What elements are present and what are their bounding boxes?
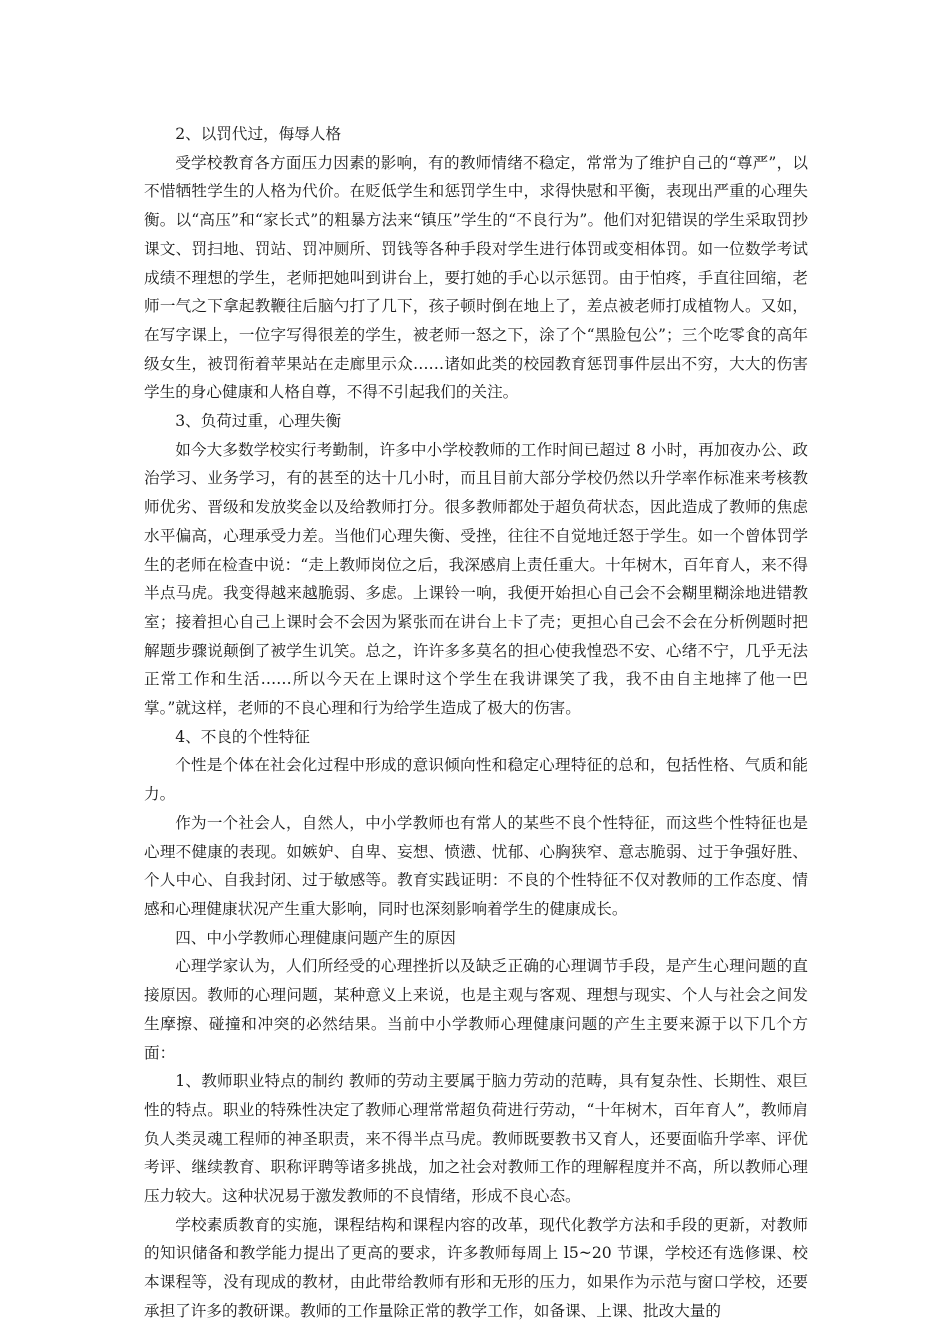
body-paragraph: 个性是个体在社会化过程中形成的意识倾向性和稳定心理特征的总和，包括性格、气质和能力。 xyxy=(144,756,808,804)
document-body xyxy=(144,120,808,1326)
body-paragraph: 如今大多数学校实行考勤制，许多中小学校教师的工作时间已超过 8 小时，再加夜办公、政治学习、业务学习，有的甚至的达十几小时，而且目前大部分学校仍然以升学率作标准来考核教师优劣、晋级和发放奖金以及给教师打分。很多教师都处于超负荷状态，因此造成了教师的焦虑水平偏高，心理承受力差。当他们心理失衡、受挫，往往不自觉地迁怒于学生。如一个曾体罚学生的老师在检查中说：“走上教师岗位之后，我深感肩上责任重大。十年树木，百年育人，来不得半点马虎。我变得越来越脆弱、多虑。上课铃一响，我便开始担心自己会不会糊里糊涂地进错教室；接着担心自己上课时会不会因为紧张而在讲台上卡了壳；更担心自己会不会在分析例题时把解题步骤说颠倒了被学生讥笑。总之，许许多多莫名的担心使我惶恐不安、心绪不宁，几乎无法正常工作和生活……所以今天在上课时这个学生在我讲课笑了我，我不由自主地摔了他一巴掌。”就这样，老师的不良心理和行为给学生造成了极大的伤害。 xyxy=(144,440,808,718)
section-heading: 四、中小学教师心理健康问题产生的原因 xyxy=(175,928,456,947)
section-heading: 3、负荷过重，心理失衡 xyxy=(175,412,342,431)
body-paragraph: 受学校教育各方面压力因素的影响，有的教师情绪不稳定，常常为了维护自己的“尊严”，以不惜牺牲学生的人格为代价。在贬低学生和惩罚学生中，求得快慰和平衡，表现出严重的心理失衡。以“高压”和“家长式”的粗暴方法来“镇压”学生的“不良行为”。他们对犯错误的学生采取罚抄课文、罚扫地、罚站、罚冲厕所、罚钱等各种手段对学生进行体罚或变相体罚。如一位数学考试成绩不理想的学生，老师把她叫到讲台上，要打她的手心以示惩罚。由于怕疼，手直往回缩，老师一气之下拿起教鞭往后脑勺打了几下，孩子顿时倒在地上了，差点被老师打成植物人。又如，在写字课上，一位字写得很差的学生，被老师一怒之下，涂了个“黑脸包公”；三个吃零食的高年级女生，被罚衔着苹果站在走廊里示众……诸如此类的校园教育惩罚事件层出不穷，大大的伤害学生的身心健康和人格自尊，不得不引起我们的关注。 xyxy=(144,153,808,402)
body-paragraph: 1、教师职业特点的制约 教师的劳动主要属于脑力劳动的范畴，具有复杂性、长期性、艰巨性的特点。职业的特殊性决定了教师心理常常超负荷进行劳动，“十年树木，百年育人”，教师肩负人类灵魂工程师的神圣职责，来不得半点马虎。教师既要教书又育人，还要面临升学率、评优考评、继续教育、职称评聘等诸多挑战，加之社会对教师工作的理解程度并不高，所以教师心理压力较大。这种状况易于激发教师的不良情绪，形成不良心态。 xyxy=(144,1072,808,1206)
body-paragraph: 心理学家认为，人们所经受的心理挫折以及缺乏正确的心理调节手段，是产生心理问题的直接原因。教师的心理问题，某种意义上来说，也是主观与客观、理想与现实、个人与社会之间发生摩擦、碰撞和冲突的必然结果。当前中小学教师心理健康问题的产生主要来源于以下几个方面： xyxy=(144,957,808,1062)
section-heading: 2、以罚代过，侮辱人格 xyxy=(175,125,342,143)
body-paragraph: 作为一个社会人，自然人，中小学教师也有常人的某些不良个性特征，而这些个性特征也是心理不健康的表现。如嫉妒、自卑、妄想、愤懑、忧郁、心胸狭窄、意志脆弱、过于争强好胜、个人中心、自我封闭、过于敏感等。教育实践证明：不良的个性特征不仅对教师的工作态度、情感和心理健康状况产生重大影响，同时也深刻影响着学生的健康成长。 xyxy=(144,813,808,918)
body-paragraph: 学校素质教育的实施，课程结构和课程内容的改革，现代化教学方法和手段的更新，对教师的知识储备和教学能力提出了更高的要求，许多教师每周上 l5~20 节课，学校还有选修课、校本课程等，没有现成的教材，由此带给教师有形和无形的压力，如果作为示范与窗口学校，还要承担了许多的教研课。教师的工作量除正常的教学工作，如备课、上课、批改大量的 xyxy=(144,1215,808,1320)
section-heading: 4、不良的个性特征 xyxy=(175,727,310,746)
